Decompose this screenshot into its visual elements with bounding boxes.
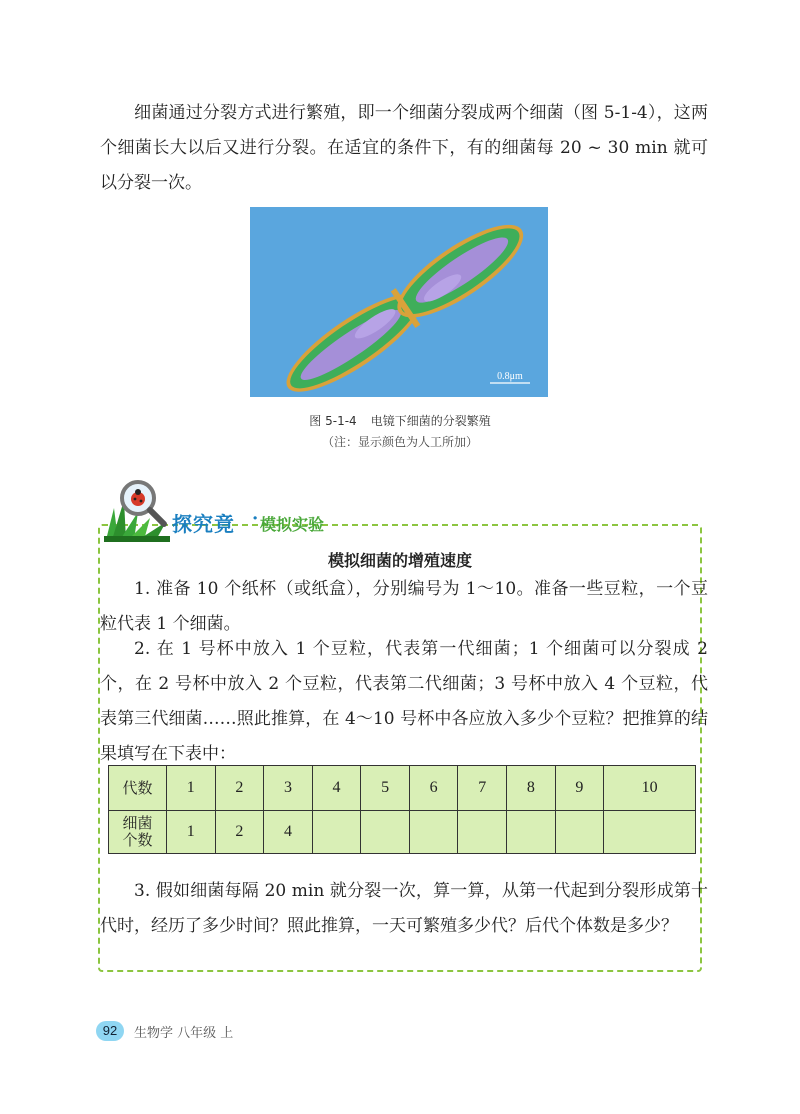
bacteria-division-image <box>250 207 548 397</box>
table-cell-count[interactable] <box>458 811 507 854</box>
table-row-count <box>109 811 696 854</box>
figure-note: （注：显示颜色为人工所加） <box>321 435 478 449</box>
table-cell-count[interactable] <box>555 811 604 854</box>
table-cell-gen: 4 <box>312 766 361 811</box>
table-cell-gen: 2 <box>215 766 264 811</box>
step-1: 1. 准备 10 个纸杯（或纸盒），分别编号为 1～10。准备一些豆粒，一个豆粒代表 1 个细菌。 <box>100 579 708 634</box>
table-cell-count: 1 <box>167 811 216 854</box>
magnifier-ladybug-icon <box>104 478 174 542</box>
table-cell-gen: 1 <box>167 766 216 811</box>
explore-subtitle: 模拟实验 <box>260 515 325 534</box>
book-title: 生物学 八年级 上 <box>134 1026 234 1041</box>
table-cell-gen: 6 <box>409 766 458 811</box>
figure-number: 图 5-1-4 <box>309 414 357 428</box>
explore-header <box>104 478 364 542</box>
table-cell-count[interactable] <box>409 811 458 854</box>
table-cell-gen: 9 <box>555 766 604 811</box>
table-cell-count[interactable] <box>312 811 361 854</box>
scale-bar-label: 0.8μm <box>497 371 523 382</box>
explore-separator: · <box>252 508 259 529</box>
table-cell-gen: 3 <box>264 766 313 811</box>
bacteria-micrograph <box>250 207 548 397</box>
table-cell-count: 4 <box>264 811 313 854</box>
table-row-generation <box>109 766 696 811</box>
explore-title: 探究竟 <box>172 512 235 536</box>
experiment-title: 模拟细菌的增殖速度 <box>327 551 472 570</box>
table-header-generation: 代数 <box>109 766 167 811</box>
table-cell-gen: 7 <box>458 766 507 811</box>
table-cell-count[interactable] <box>361 811 410 854</box>
page-number: 92 <box>96 1021 124 1041</box>
table-cell-gen: 5 <box>361 766 410 811</box>
table-cell-gen: 10 <box>604 766 696 811</box>
figure-caption-text: 电镜下细菌的分裂繁殖 <box>370 414 491 428</box>
bacteria-count-table <box>108 765 696 854</box>
table-cell-count: 2 <box>215 811 264 854</box>
table-cell-gen: 8 <box>507 766 556 811</box>
step-3: 3. 假如细菌每隔 20 min 就分裂一次，算一算，从第一代起到分裂形成第十代时，经历了多少时间？照此推算，一天可繁殖多少代？后代个体数是多少？ <box>100 881 708 936</box>
figure-caption <box>0 413 800 429</box>
table-cell-count[interactable] <box>604 811 696 854</box>
step-2: 2. 在 1 号杯中放入 1 个豆粒，代表第一代细菌；1 个细菌可以分裂成 2 个，在 2 号杯中放入 2 个豆粒，代表第二代细菌；3 号杯中放入 4 个豆粒，代表第三代细菌……照此推算，在 4～10 号杯中各应放入多少个豆粒？把推算的结果填写在下表中： <box>100 639 708 764</box>
table-cell-count[interactable] <box>507 811 556 854</box>
intro-paragraph: 细菌通过分裂方式进行繁殖，即一个细菌分裂成两个细菌（图 5-1-4），这两个细菌长大以后又进行分裂。在适宜的条件下，有的细菌每 20 ~ 30 min 就可以分裂一次。 <box>100 103 708 193</box>
table-header-count: 细菌 个数 <box>109 811 167 854</box>
